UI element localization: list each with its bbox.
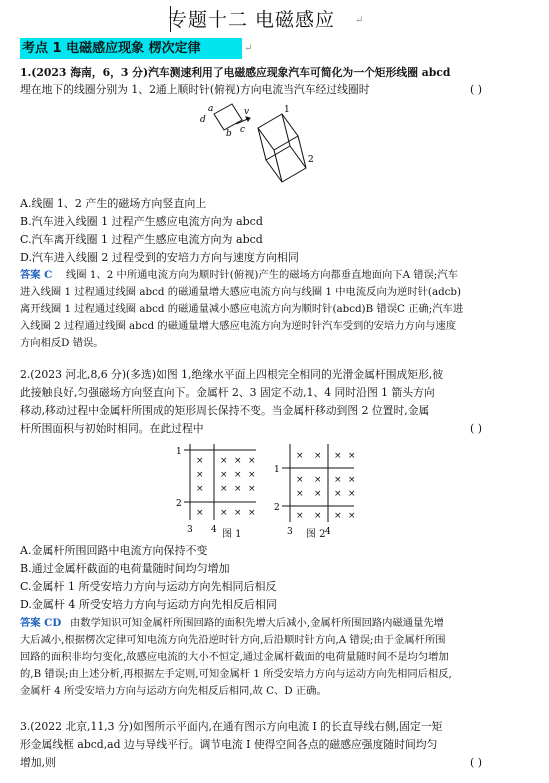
svg-text:×: × bbox=[248, 456, 256, 466]
rod-label-3: 3 bbox=[187, 525, 193, 535]
q2-explanation-line3: 回路的面积非均匀变化,故感应电流的大小不恒定,通过金属杆截面的电荷量随时间不是均匀增加 bbox=[20, 651, 449, 663]
fig-label-a: a bbox=[208, 104, 214, 114]
return-mark: ↵ bbox=[355, 15, 364, 26]
fig-label-2: 2 bbox=[308, 155, 314, 165]
q2-explanation-line1: 由数学知识可知金属杆所围回路的面积先增大后减小,金属杆所围回路内磁通量先增 bbox=[70, 617, 444, 629]
svg-text:×: × bbox=[234, 484, 242, 494]
rod-label-1: 1 bbox=[176, 447, 182, 457]
svg-text:×: × bbox=[234, 470, 242, 480]
svg-text:×: × bbox=[220, 508, 228, 518]
q1-option-d: D.汽车进入线圈 2 过程受到的安培力方向与速度方向相同 bbox=[20, 251, 299, 264]
q2-figure-1 bbox=[170, 440, 266, 538]
q1-option-c: C.汽车离开线圈 1 过程产生感应电流方向为 abcd bbox=[20, 233, 263, 246]
svg-text:×: × bbox=[296, 511, 304, 521]
q3-answer-bracket: ( ) bbox=[470, 756, 483, 769]
section-header-text: 考点 1 电磁感应现象 楞次定律 bbox=[22, 41, 201, 56]
q2-option-a: A.金属杆所围回路中电流方向保持不变 bbox=[20, 544, 208, 557]
rod-label-3: 3 bbox=[287, 527, 293, 537]
svg-text:×: × bbox=[334, 511, 342, 521]
return-mark: ↵ bbox=[244, 43, 253, 54]
page-title: 专题十二 电磁感应 bbox=[168, 9, 336, 31]
q1-option-b: B.汽车进入线圈 1 过程产生感应电流方向为 abcd bbox=[20, 215, 263, 228]
svg-text:×: × bbox=[334, 475, 342, 485]
q3-stem-line1: 3.(2022 北京,11,3 分)如图所示平面内,在通有图示方向电流 I 的长直导线右侧,固定一矩 bbox=[20, 720, 443, 733]
coil-1 bbox=[258, 114, 298, 150]
magnetic-field-marks bbox=[296, 451, 356, 521]
q2-stem-line3: 移动,移动过程中金属杆所围成的矩形周长保持不变。当金属杆移动到图 2 位置时,金属 bbox=[20, 404, 430, 417]
svg-text:×: × bbox=[296, 475, 304, 485]
svg-text:×: × bbox=[334, 489, 342, 499]
svg-text:×: × bbox=[196, 470, 204, 480]
fig-label-v: v bbox=[244, 107, 250, 117]
svg-text:×: × bbox=[348, 451, 356, 461]
q2-stem-line1: 2.(2023 河北,8,6 分)(多选)如图 1,绝缘水平面上四根完全相同的光滑金属杆围成矩形,彼 bbox=[20, 368, 444, 381]
svg-text:×: × bbox=[220, 470, 228, 480]
svg-text:×: × bbox=[296, 451, 304, 461]
q1-explanation-line4: 入线圈 2 过程通过线圈 abcd 的磁通量增大感应电流方向为逆时针汽车受到的安培力方向与速度 bbox=[20, 320, 457, 332]
svg-text:×: × bbox=[234, 456, 242, 466]
q2-answer-bracket: ( ) bbox=[470, 422, 483, 435]
fig-label-b: b bbox=[226, 129, 232, 139]
q1-explanation-line5: 方向相反D 错误。 bbox=[20, 337, 104, 349]
svg-text:×: × bbox=[220, 484, 228, 494]
q2-option-b: B.通过金属杆截面的电荷量随时间均匀增加 bbox=[20, 562, 230, 575]
q1-stem-line2: 埋在地下的线圈分别为 1、2通上顺时针(俯视)方向电流当汽车经过线圈时 bbox=[20, 83, 370, 96]
q1-explanation-line1: 线圈 1、2 中所通电流方向为顺时针(俯视)产生的磁场方向都垂直地面向下A 错误;汽车 bbox=[66, 269, 458, 281]
svg-text:×: × bbox=[314, 511, 322, 521]
svg-text:×: × bbox=[314, 489, 322, 499]
q3-stem-line2: 形金属线框 abcd,ad 边与导线平行。调节电流 I 使得空间各点的磁感应强度随时间均匀 bbox=[20, 738, 438, 751]
rod-label-2: 2 bbox=[176, 499, 182, 509]
svg-text:×: × bbox=[314, 475, 322, 485]
svg-text:×: × bbox=[196, 456, 204, 466]
magnetic-field-marks bbox=[196, 456, 256, 518]
rod-label-4: 4 bbox=[325, 527, 331, 537]
fig-label-1: 1 bbox=[284, 105, 290, 115]
q2-answer-label: 答案 CD bbox=[20, 617, 62, 629]
svg-text:×: × bbox=[248, 484, 256, 494]
svg-text:×: × bbox=[348, 489, 356, 499]
svg-text:×: × bbox=[314, 451, 322, 461]
q1-figure bbox=[196, 102, 326, 196]
svg-text:×: × bbox=[196, 484, 204, 494]
q3-stem-line3: 增加,则 bbox=[20, 756, 56, 769]
fig-label-d: d bbox=[200, 115, 206, 125]
car-coil-abcd bbox=[214, 104, 242, 130]
q1-option-a: A.线圈 1、2 产生的磁场方向竖直向上 bbox=[20, 197, 207, 210]
rod-label-4: 4 bbox=[211, 525, 217, 535]
q2-explanation-line4: 的,B 错误;由上述分析,再根据左手定则,可知金属杆 1 所受安培力方向与运动方向先相同后相反, bbox=[20, 668, 452, 680]
q2-stem-line4: 杆所围面积与初始时相同。在此过程中 bbox=[20, 422, 204, 435]
q1-answer-bracket: ( ) bbox=[470, 83, 483, 96]
q2-option-d: D.金属杆 4 所受安培力方向与运动方向先相反后相同 bbox=[20, 598, 277, 611]
svg-text:×: × bbox=[220, 456, 228, 466]
svg-text:×: × bbox=[248, 508, 256, 518]
q1-explanation-line3: 离开线圈 1 过程通过线圈 abcd 的磁通量减小感应电流方向为顺时针(abcd)B 错误C 正确;汽车进 bbox=[20, 303, 464, 315]
svg-text:×: × bbox=[348, 511, 356, 521]
section-header bbox=[20, 38, 242, 59]
rod-label-1: 1 bbox=[274, 465, 280, 475]
q2-figure-1-caption: 图 1 bbox=[222, 529, 242, 540]
q2-stem-line2: 此接触良好,匀强磁场方向竖直向下。金属杆 2、3 固定不动,1、4 同时沿图 1 箭头方向 bbox=[20, 386, 435, 399]
rod-label-2: 2 bbox=[274, 503, 280, 513]
q2-option-c: C.金属杆 1 所受安培力方向与运动方向先相同后相反 bbox=[20, 580, 277, 593]
svg-text:×: × bbox=[248, 470, 256, 480]
svg-text:×: × bbox=[348, 475, 356, 485]
q2-figure-2-caption: 图 2 bbox=[306, 529, 326, 540]
svg-text:×: × bbox=[334, 451, 342, 461]
q1-stem-line1: 1.(2023 海南，6，3 分)汽车测速利用了电磁感应现象汽车可简化为一个矩形线圈 abcd bbox=[20, 66, 451, 79]
svg-text:×: × bbox=[196, 508, 204, 518]
q2-explanation-line5: 金属杆 4 所受安培力方向与运动方向先相反后相同,故 C、D 正确。 bbox=[20, 685, 327, 697]
q2-figure-2 bbox=[270, 440, 366, 538]
q2-explanation-line2: 大后减小,根据楞次定律可知电流方向先沿逆时针方向,后沿顺时针方向,A 错误;由于金属杆所围 bbox=[20, 634, 446, 646]
svg-text:×: × bbox=[296, 489, 304, 499]
q1-answer-label: 答案 C bbox=[20, 269, 53, 281]
svg-text:×: × bbox=[234, 508, 242, 518]
fig-label-c: c bbox=[240, 125, 246, 135]
q1-explanation-line2: 进入线圈 1 过程通过线圈 abcd 的磁通量增大感应电流方向与线圈 1 中电流反向为逆时针(adcb) bbox=[20, 286, 462, 298]
